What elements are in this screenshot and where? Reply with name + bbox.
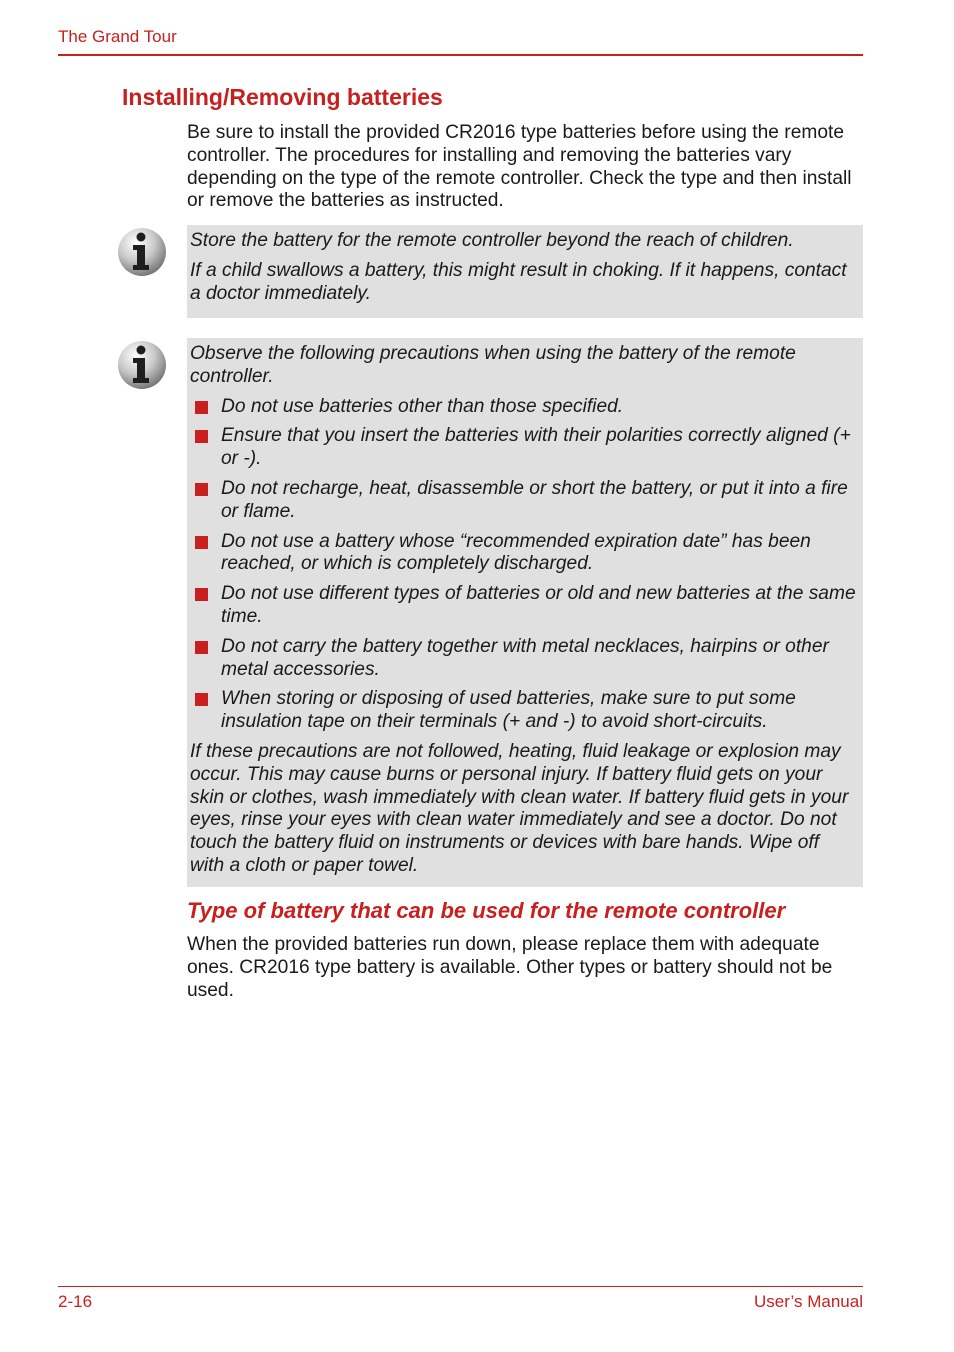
bullet-square-icon xyxy=(195,483,208,496)
list-item-text: Do not recharge, heat, disassemble or short the battery, or put it into a fire or flame. xyxy=(221,477,848,522)
list-item-text: Do not use batteries other than those specified. xyxy=(221,395,624,417)
bullet-square-icon xyxy=(195,536,208,549)
bullet-square-icon xyxy=(195,588,208,601)
header-divider xyxy=(58,54,863,56)
note-line: Store the battery for the remote controller beyond the reach of children. xyxy=(190,230,794,251)
list-item-text: Ensure that you insert the batteries with their polarities correctly aligned (+ or -). xyxy=(221,425,851,470)
note-outro: If these precautions are not followed, heating, fluid leakage or explosion may occur. This may cause burns or personal injury. If battery fluid gets on your skin or clothes, wash immediately with clean water. If battery fluid gets in your eyes, rinse your eyes with clean water immediately and see a doctor. Do not touch the battery fluid on instruments or devices with bare hands. Wipe off with a cloth or paper towel. xyxy=(190,740,849,876)
note-box-precautions xyxy=(187,338,863,887)
bullet-square-icon xyxy=(195,430,208,443)
list-item xyxy=(190,425,857,471)
intro-paragraph: Be sure to install the provided CR2016 type batteries before using the remote controller. The procedures for installing and removing the batteries vary depending on the type of the remote controller. Check the type and then install or remove the batteries as instructed. xyxy=(187,122,852,212)
subsection-paragraph: When the provided batteries run down, please replace them with adequate ones. CR2016 type battery is available. Other types or battery should not be used. xyxy=(187,934,833,1001)
info-icon xyxy=(116,339,168,391)
list-item xyxy=(190,636,857,682)
bullet-square-icon xyxy=(195,401,208,414)
precaution-list xyxy=(190,396,857,734)
list-item xyxy=(190,478,857,524)
list-item-text: Do not use different types of batteries or old and new batteries at the same time. xyxy=(221,583,856,627)
note-intro: Observe the following precautions when using the battery of the remote controller. xyxy=(190,343,796,387)
bullet-square-icon xyxy=(195,693,208,706)
footer-divider xyxy=(58,1286,863,1287)
info-icon xyxy=(116,226,168,278)
list-item-text: When storing or disposing of used batteries, make sure to put some insulation tape on their terminals (+ and -) to avoid short-circuits. xyxy=(221,688,796,733)
note-line: If a child swallows a battery, this might result in choking. If it happens, contact a doctor immediately. xyxy=(190,259,847,304)
list-item xyxy=(190,583,857,629)
subsection-title: Type of battery that can be used for the remote controller xyxy=(187,898,786,923)
list-item xyxy=(190,396,857,419)
list-item xyxy=(190,688,857,734)
running-header: The Grand Tour xyxy=(58,27,177,46)
list-item-text: Do not use a battery whose “recommended expiration date” has been reached, or which is completely discharged. xyxy=(221,530,811,575)
page-number: 2-16 xyxy=(58,1292,93,1311)
list-item xyxy=(190,531,857,577)
bullet-square-icon xyxy=(195,641,208,654)
list-item-text: Do not carry the battery together with metal necklaces, hairpins or other metal accessories. xyxy=(221,635,829,680)
manual-title: User’s Manual xyxy=(754,1292,863,1311)
section-title: Installing/Removing batteries xyxy=(122,84,443,110)
note-box-safety xyxy=(187,225,863,318)
